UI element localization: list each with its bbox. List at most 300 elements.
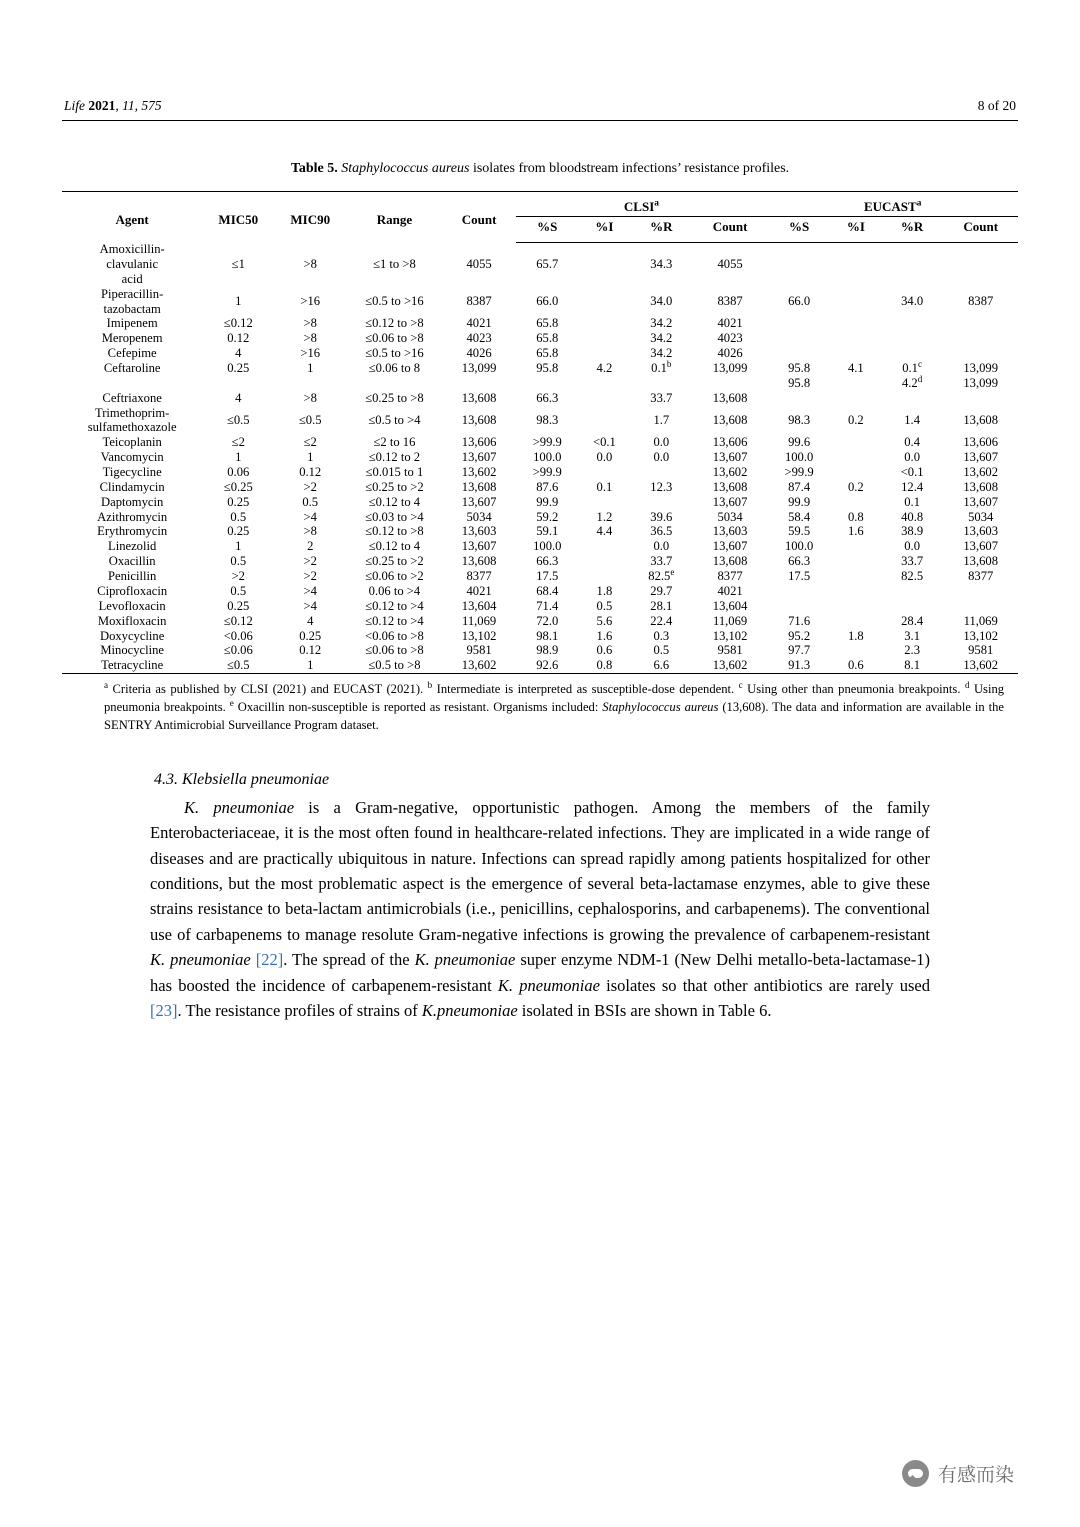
cell-clsi-r xyxy=(630,495,693,510)
table-body xyxy=(62,242,1018,673)
cell-clsi-s: 17.5 xyxy=(536,569,559,584)
cell-mic50: ≤0.12 xyxy=(223,316,253,331)
cell-eucast-count: 13,607 xyxy=(963,494,999,509)
cell-range: ≤0.5 to >16 xyxy=(365,346,424,361)
cell-eucast-count: 13,607 xyxy=(963,450,999,465)
cell-range: ≤0.5 to >8 xyxy=(346,658,443,673)
cell-mic50: 4 xyxy=(235,346,242,361)
cell-count: 13,604 xyxy=(461,598,497,613)
cell-clsi-s: 98.9 xyxy=(536,643,559,658)
cell-clsi-r: 39.6 xyxy=(650,509,673,524)
cell-clsi-s: 98.3 xyxy=(536,413,559,428)
cell-count: 13,607 xyxy=(461,494,497,509)
cell-eucast-s: 91.3 xyxy=(767,658,831,673)
cell-eucast-i xyxy=(831,331,881,346)
cell-agent: Daptomycin xyxy=(101,494,164,509)
watermark xyxy=(902,1460,1014,1487)
cell-clsi-s: 65.8 xyxy=(536,346,559,361)
cell-clsi-r: 22.4 xyxy=(650,613,673,628)
cell-clsi-count: 8387 xyxy=(717,294,743,309)
cell-agent: Minocycline xyxy=(100,643,164,658)
cell-clsi-s: 66.0 xyxy=(536,294,559,309)
cell-count: 13,608 xyxy=(461,390,497,405)
wechat-icon xyxy=(902,1460,929,1487)
table-row xyxy=(62,406,1018,436)
header-rule xyxy=(62,120,1018,121)
cell-clsi-i: <0.1 xyxy=(592,435,616,450)
cell-clsi-count: 11,069 xyxy=(713,613,748,628)
cell-clsi-r xyxy=(630,465,693,480)
cell-clsi-i xyxy=(579,287,630,317)
table-row xyxy=(62,643,1018,658)
cell-eucast-r: 34.0 xyxy=(901,294,924,309)
cell-eucast-count: 11,069 xyxy=(963,613,998,628)
cell-clsi-i: 4.4 xyxy=(596,524,613,539)
cell-empty xyxy=(443,376,516,391)
cell-clsi-count: 13,607 xyxy=(712,494,748,509)
cell-agent: Linezolid xyxy=(108,539,157,554)
cell-clsi-s: 59.2 xyxy=(536,509,559,524)
col-clsi-r: %R xyxy=(630,217,693,242)
table-row xyxy=(62,450,1018,465)
cell-mic50: 0.25 xyxy=(227,361,250,376)
cell-eucast-s xyxy=(767,242,831,287)
cell-clsi-s: 72.0 xyxy=(536,613,559,628)
cell-eucast-r: 8.1 xyxy=(881,658,944,673)
cell-eucast-count xyxy=(943,242,1018,287)
cell-clsi-count: 13,606 xyxy=(712,435,748,450)
cell-eucast-s: 95.8 xyxy=(788,361,811,376)
cell-eucast-count: 9581 xyxy=(968,643,994,658)
cell-clsi-count: 13,102 xyxy=(712,628,748,643)
cell-agent: Cefepime xyxy=(107,346,157,361)
cell-eucast-s: 100.0 xyxy=(784,539,814,554)
cell-clsi-count: 4026 xyxy=(717,346,743,361)
cell-agent: Oxacillin xyxy=(108,554,156,569)
table-row xyxy=(62,391,1018,406)
cell-clsi-i: 0.1 xyxy=(596,479,613,494)
col-clsi-count: Count xyxy=(693,217,768,242)
cell-range: ≤0.12 to >8 xyxy=(365,316,424,331)
cell-range: ≤0.06 to >8 xyxy=(365,331,424,346)
cell-mic50: 0.12 xyxy=(227,331,250,346)
cell-eucast-s: 66.3 xyxy=(788,554,811,569)
cell-eucast-i xyxy=(831,569,881,584)
cell-mic50: >2 xyxy=(231,569,245,584)
cell-count: 13,607 xyxy=(461,450,497,465)
cell-range: ≤0.06 to 8 xyxy=(368,361,421,376)
cell-count: 13,603 xyxy=(461,524,497,539)
resistance-table xyxy=(62,191,1018,674)
cell-agent: Vancomycin xyxy=(100,450,164,465)
cell-eucast-s: 58.4 xyxy=(788,509,811,524)
table-row xyxy=(62,658,1018,673)
cell-count: 4026 xyxy=(466,346,492,361)
cell-clsi-count: 13,602 xyxy=(712,465,748,480)
cell-range: ≤0.12 to >4 xyxy=(365,613,424,628)
cell-mic90: >8 xyxy=(303,257,317,272)
cell-mic90: 2 xyxy=(307,539,314,554)
cell-clsi-i: 4.2 xyxy=(596,361,613,376)
cell-eucast-r: <0.1 xyxy=(900,465,924,480)
table-row xyxy=(62,524,1018,539)
cell-eucast-s: 71.6 xyxy=(788,613,811,628)
cell-clsi-r: 6.6 xyxy=(630,658,693,673)
cell-eucast-i: 0.6 xyxy=(831,658,881,673)
cell-mic90: 4 xyxy=(307,613,314,628)
cell-eucast-count xyxy=(943,331,1018,346)
cell-agent: Tigecycline xyxy=(102,465,162,480)
table-header-row-groups xyxy=(62,192,1018,217)
col-count: Count xyxy=(443,192,516,243)
cell-clsi-count: 4021 xyxy=(717,316,743,331)
cell-eucast-count: 13,602 xyxy=(963,465,999,480)
cell-clsi-count: 13,608 xyxy=(712,479,748,494)
cell-agent: Erythromycin xyxy=(97,524,168,539)
cell-count: 13,099 xyxy=(461,361,497,376)
cell-agent: Trimethoprim- sulfamethoxazole xyxy=(87,405,177,435)
cell-range: ≤0.25 to >2 xyxy=(365,479,424,494)
col-agent: Agent xyxy=(62,192,202,243)
cell-eucast-r xyxy=(881,584,944,599)
cell-count: 13,602 xyxy=(443,658,516,673)
cell-range: ≤0.25 to >2 xyxy=(365,554,424,569)
cell-eucast-i xyxy=(831,584,881,599)
cell-eucast-s xyxy=(767,316,831,331)
cell-mic90: >2 xyxy=(303,479,317,494)
cell-agent: Azithromycin xyxy=(97,509,168,524)
table-row xyxy=(62,495,1018,510)
cell-count: 13,608 xyxy=(461,413,497,428)
cell-clsi-s: 66.3 xyxy=(536,554,559,569)
cell-clsi-i xyxy=(579,331,630,346)
cell-eucast-r: 38.9 xyxy=(901,524,924,539)
cell-eucast-r: 82.5 xyxy=(901,569,924,584)
cell-eucast-r: 0.1$^c$ xyxy=(902,358,923,376)
col-mic90: MIC90 xyxy=(274,192,346,243)
cell-clsi-count: 5034 xyxy=(717,509,743,524)
citation-22[interactable]: [22] xyxy=(255,950,284,970)
cell-agent: Penicillin xyxy=(108,569,157,584)
cell-empty xyxy=(274,376,346,391)
cell-eucast-i xyxy=(831,465,881,480)
cell-mic90: >8 xyxy=(303,331,317,346)
cell-range: ≤0.25 to >8 xyxy=(365,390,424,405)
cell-eucast-i xyxy=(831,599,881,614)
cell-clsi-i xyxy=(579,495,630,510)
col-eucast-count: Count xyxy=(943,217,1018,242)
cell-clsi-r: 0.0 xyxy=(653,539,670,554)
cell-eucast-i xyxy=(831,391,881,406)
cell-eucast-i xyxy=(831,450,881,465)
cell-eucast-count: 13,607 xyxy=(963,539,999,554)
cell-clsi-r: 34.2 xyxy=(650,331,673,346)
cell-count: 4055 xyxy=(466,257,492,272)
cell-eucast-s: 59.5 xyxy=(788,524,811,539)
cell-eucast-r xyxy=(881,242,944,287)
cell-clsi-s: 100.0 xyxy=(533,539,562,554)
cell-clsi-r: 0.3 xyxy=(653,628,670,643)
cell-eucast-i xyxy=(831,287,881,317)
cell-eucast-s: 100.0 xyxy=(784,450,814,465)
cell-mic90: >8 xyxy=(303,390,317,405)
cell-mic50: ≤0.12 xyxy=(223,613,253,628)
cell-mic90: 1 xyxy=(307,450,314,465)
cell-eucast-r: 4.2$^d$ xyxy=(901,373,923,390)
cell-range: <0.06 to >8 xyxy=(365,628,424,643)
cell-count: 13,608 xyxy=(461,554,497,569)
cell-count: 8387 xyxy=(466,294,492,309)
cell-eucast-s xyxy=(767,346,831,361)
cell-mic50: 1 xyxy=(235,539,242,554)
col-range: Range xyxy=(346,192,443,243)
table-row xyxy=(62,584,1018,599)
cell-eucast-i: 1.8 xyxy=(847,628,864,643)
cell-clsi-count: 9581 xyxy=(717,643,743,658)
cell-clsi-r: 0.0 xyxy=(653,450,670,465)
cell-eucast-i xyxy=(831,242,881,287)
cell-clsi-count: 13,604 xyxy=(712,598,748,613)
cell-agent: Imipenem xyxy=(106,316,158,331)
table-row xyxy=(62,629,1018,644)
table-row xyxy=(62,242,1018,287)
cell-eucast-r: 33.7 xyxy=(901,554,924,569)
cell-eucast-i xyxy=(831,346,881,361)
group-header-clsi: CLSI$^a$ xyxy=(516,192,768,217)
cell-mic50: 0.5 xyxy=(230,583,247,598)
cell-eucast-count: 13,608 xyxy=(963,554,999,569)
cell-count: 13,608 xyxy=(461,479,497,494)
cell-clsi-r: 0.5 xyxy=(653,643,670,658)
cell-eucast-s: 98.3 xyxy=(788,413,811,428)
cell-eucast-i xyxy=(831,376,881,391)
cell-mic50: 0.06 xyxy=(227,465,250,480)
cell-clsi-count: 13,608 xyxy=(712,390,748,405)
cell-clsi-i xyxy=(579,391,630,406)
cell-eucast-count: 8387 xyxy=(968,294,994,309)
cell-eucast-i: 0.2 xyxy=(847,413,864,428)
cell-agent: Clindamycin xyxy=(99,479,165,494)
cell-mic50: ≤0.06 xyxy=(223,643,253,658)
table-row xyxy=(62,361,1018,376)
table-row xyxy=(62,510,1018,525)
section-klebsiella xyxy=(150,771,930,1024)
cell-mic50: 0.25 xyxy=(227,598,250,613)
cell-count: 13,102 xyxy=(461,628,497,643)
cell-eucast-s: 99.6 xyxy=(788,435,811,450)
cell-empty xyxy=(62,376,202,391)
cell-eucast-r: 0.1 xyxy=(904,494,920,509)
cell-eucast-i xyxy=(831,495,881,510)
cell-count: 11,069 xyxy=(462,613,497,628)
table-caption: Table 5. Staphylococcus aureus isolates from bloodstream infections’ resistance profiles. xyxy=(290,161,790,176)
cell-eucast-s xyxy=(767,599,831,614)
cell-mic50: 4 xyxy=(235,390,242,405)
cell-eucast-r xyxy=(881,391,944,406)
cell-count: 13,606 xyxy=(461,435,497,450)
citation-23[interactable]: [23] xyxy=(150,1000,178,1020)
cell-eucast-count xyxy=(943,346,1018,361)
cell-mic50: ≤1 xyxy=(231,257,245,272)
cell-clsi-count: 13,607 xyxy=(712,539,748,554)
cell-eucast-i xyxy=(831,316,881,331)
cell-eucast-s: 99.9 xyxy=(788,494,811,509)
cell-range: ≤0.12 to 4 xyxy=(368,494,421,509)
table-row xyxy=(62,554,1018,569)
cell-range: ≤0.5 to >4 xyxy=(368,413,421,428)
cell-clsi-count: 13,608 xyxy=(712,413,748,428)
cell-mic90: ≤0.5 xyxy=(298,413,322,428)
cell-range: ≤0.12 to 2 xyxy=(368,450,421,465)
cell-clsi-s: 95.8 xyxy=(536,361,559,376)
cell-clsi-count: 4055 xyxy=(717,257,743,272)
table-footnotes: $^a$ Criteria as published by CLSI (2021) and EUCAST (2021). $^b$ Intermediate is interpreted as susceptible-dose dependent. $^c$ Using other than pneumonia breakpoints. $^d$ Using pneumonia breakpoints. $^e$ Oxacillin non-susceptible is reported as resistant. Organisms included: Staphylococcus aureus (13,608). The data and information are available in the SENTRY Antimicrobial Surveillance Program dataset. xyxy=(104,679,1005,732)
cell-clsi-r: 82.5e xyxy=(648,566,675,584)
cell-eucast-count: 13,102 xyxy=(963,628,999,643)
col-eucast-i: %I xyxy=(831,217,881,242)
cell-clsi-s: 66.3 xyxy=(536,390,559,405)
cell-clsi-r: 0.1$^b$ xyxy=(651,358,672,376)
cell-eucast-r xyxy=(881,331,944,346)
col-clsi-i: %I xyxy=(579,217,630,242)
table-row xyxy=(62,331,1018,346)
cell-count: 5034 xyxy=(466,509,492,524)
cell-eucast-count: 5034 xyxy=(968,509,994,524)
cell-eucast-i xyxy=(831,614,881,629)
cell-mic50: 0.5 xyxy=(230,509,247,524)
cell-eucast-s xyxy=(767,331,831,346)
cell-agent: Piperacillin- tazobactam xyxy=(101,286,164,316)
cell-eucast-r: 0.0 xyxy=(904,450,920,465)
section-paragraph: K. pneumoniae is a Gram-negative, opportunistic pathogen. Among the members of the family Enterobacteriaceae, it is the most often found in healthcare-related infections. They are implicated in a wide range of diseases and are practically ubiquitous in nature. Infections can spread rapidly among patients hospitalized for other conditions, but the most problematic aspect is the emergence of several beta-lactamase enzymes, able to give these strains resistance to beta-lactam antimicrobials (i.e., penicillins, cephalosporins, and carbapenems). The conventional use of carbapenems to manage resolute Gram-negative infections is growing the prevalence of carbapenem-resistant K. pneumoniae [22]. The spread of the K. pneumoniae super enzyme NDM-1 (New Delhi metallo-beta-lactamase-1) has boosted the incidence of carbapenem-resistant K. pneumoniae isolates so that other antibiotics are rarely used [23]. The resistance profiles of strains of K.pneumoniae isolated in BSIs are shown in Table 6. xyxy=(150,797,931,1020)
cell-count: 13,602 xyxy=(461,465,497,480)
cell-mic90: >4 xyxy=(303,509,317,524)
cell-eucast-count xyxy=(943,316,1018,331)
cell-clsi-i: 0.5 xyxy=(596,598,613,613)
cell-eucast-s xyxy=(767,391,831,406)
journal-citation: Life 2021, 11, 575 xyxy=(64,98,162,113)
cell-clsi-r: 34.3 xyxy=(650,257,673,272)
cell-clsi-s: 65.8 xyxy=(536,316,559,331)
cell-clsi-i xyxy=(579,569,630,584)
cell-empty xyxy=(630,376,693,391)
cell-agent: Ciprofloxacin xyxy=(97,583,168,598)
page-number: 8 of 20 xyxy=(977,98,1016,113)
cell-clsi-i xyxy=(579,242,630,287)
table-row xyxy=(62,480,1018,495)
cell-eucast-i xyxy=(831,539,881,554)
cell-eucast-r: 40.8 xyxy=(901,509,924,524)
cell-count: 13,607 xyxy=(461,539,497,554)
cell-eucast-count: 13,099 xyxy=(963,361,999,376)
cell-mic90: 1 xyxy=(307,361,314,376)
cell-clsi-r: 36.5 xyxy=(650,524,673,539)
cell-clsi-r: 28.1 xyxy=(650,598,673,613)
cell-eucast-count: 13,099 xyxy=(963,375,999,390)
table-row-continuation xyxy=(62,376,1018,391)
cell-eucast-i xyxy=(831,643,881,658)
cell-eucast-s: 17.5 xyxy=(788,569,811,584)
cell-range: ≤0.12 to 4 xyxy=(368,539,421,554)
cell-mic90: >4 xyxy=(303,583,317,598)
cell-count: 4021 xyxy=(466,583,492,598)
cell-mic50: ≤2 xyxy=(231,435,245,450)
cell-eucast-s: 87.4 xyxy=(788,479,811,494)
cell-mic50: ≤0.5 xyxy=(202,658,274,673)
watermark-text: 有感而染 xyxy=(937,1464,1014,1486)
cell-range: ≤0.5 to >16 xyxy=(365,294,424,309)
table-row xyxy=(62,614,1018,629)
cell-empty xyxy=(579,376,630,391)
cell-eucast-i xyxy=(831,554,881,569)
cell-empty xyxy=(202,376,274,391)
table-row xyxy=(62,599,1018,614)
cell-mic90: 0.5 xyxy=(302,494,319,509)
cell-range: ≤0.06 to >8 xyxy=(365,643,424,658)
cell-mic90: >16 xyxy=(300,346,321,361)
cell-agent: Ceftriaxone xyxy=(102,390,162,405)
table-row xyxy=(62,435,1018,450)
cell-mic50: <0.06 xyxy=(223,628,253,643)
cell-count: 9581 xyxy=(466,643,492,658)
cell-clsi-r: 34.2 xyxy=(650,346,673,361)
cell-mic90: >16 xyxy=(300,294,321,309)
cell-mic90: >4 xyxy=(303,598,317,613)
cell-clsi-s: 92.6 xyxy=(516,658,580,673)
cell-mic90: 1 xyxy=(274,658,346,673)
cell-clsi-i: 1.2 xyxy=(596,509,613,524)
col-mic50: MIC50 xyxy=(202,192,274,243)
cell-agent: Meropenem xyxy=(101,331,163,346)
cell-eucast-count: 13,608 xyxy=(963,479,999,494)
cell-range: ≤2 to 16 xyxy=(373,435,416,450)
cell-agent: Ceftaroline xyxy=(103,361,161,376)
cell-clsi-s: 98.1 xyxy=(536,628,559,643)
cell-clsi-s: 68.4 xyxy=(536,583,559,598)
group-header-eucast: EUCAST$^a$ xyxy=(767,192,1018,217)
cell-eucast-r xyxy=(881,346,944,361)
cell-range: 0.06 to >4 xyxy=(368,583,421,598)
cell-clsi-r: 1.7 xyxy=(653,413,670,428)
cell-clsi-s: 65.7 xyxy=(536,257,559,272)
cell-range: ≤0.06 to >2 xyxy=(365,569,424,584)
cell-mic50: 1 xyxy=(235,450,242,465)
cell-clsi-s: >99.9 xyxy=(532,435,562,450)
cell-clsi-i: 0.0 xyxy=(596,450,613,465)
cell-eucast-s xyxy=(767,584,831,599)
cell-eucast-count: 8377 xyxy=(968,569,994,584)
cell-empty xyxy=(693,376,768,391)
cell-clsi-count: 13,099 xyxy=(712,361,748,376)
cell-count: 8377 xyxy=(466,569,492,584)
cell-eucast-count: 13,602 xyxy=(943,658,1018,673)
cell-mic90: ≤2 xyxy=(303,435,317,450)
cell-empty xyxy=(516,376,580,391)
cell-clsi-r: 0.0 xyxy=(653,435,670,450)
col-clsi-s: %S xyxy=(516,217,580,242)
cell-clsi-count: 4023 xyxy=(717,331,743,346)
cell-eucast-r: 28.4 xyxy=(901,613,924,628)
cell-clsi-r: 29.7 xyxy=(650,583,673,598)
cell-eucast-r: 2.3 xyxy=(904,643,920,658)
cell-eucast-count xyxy=(943,391,1018,406)
cell-clsi-i xyxy=(579,554,630,569)
cell-mic50: 0.25 xyxy=(227,494,250,509)
table-row xyxy=(62,465,1018,480)
cell-mic90: 0.25 xyxy=(299,628,322,643)
cell-mic90: >2 xyxy=(303,569,317,584)
cell-clsi-i xyxy=(579,406,630,436)
